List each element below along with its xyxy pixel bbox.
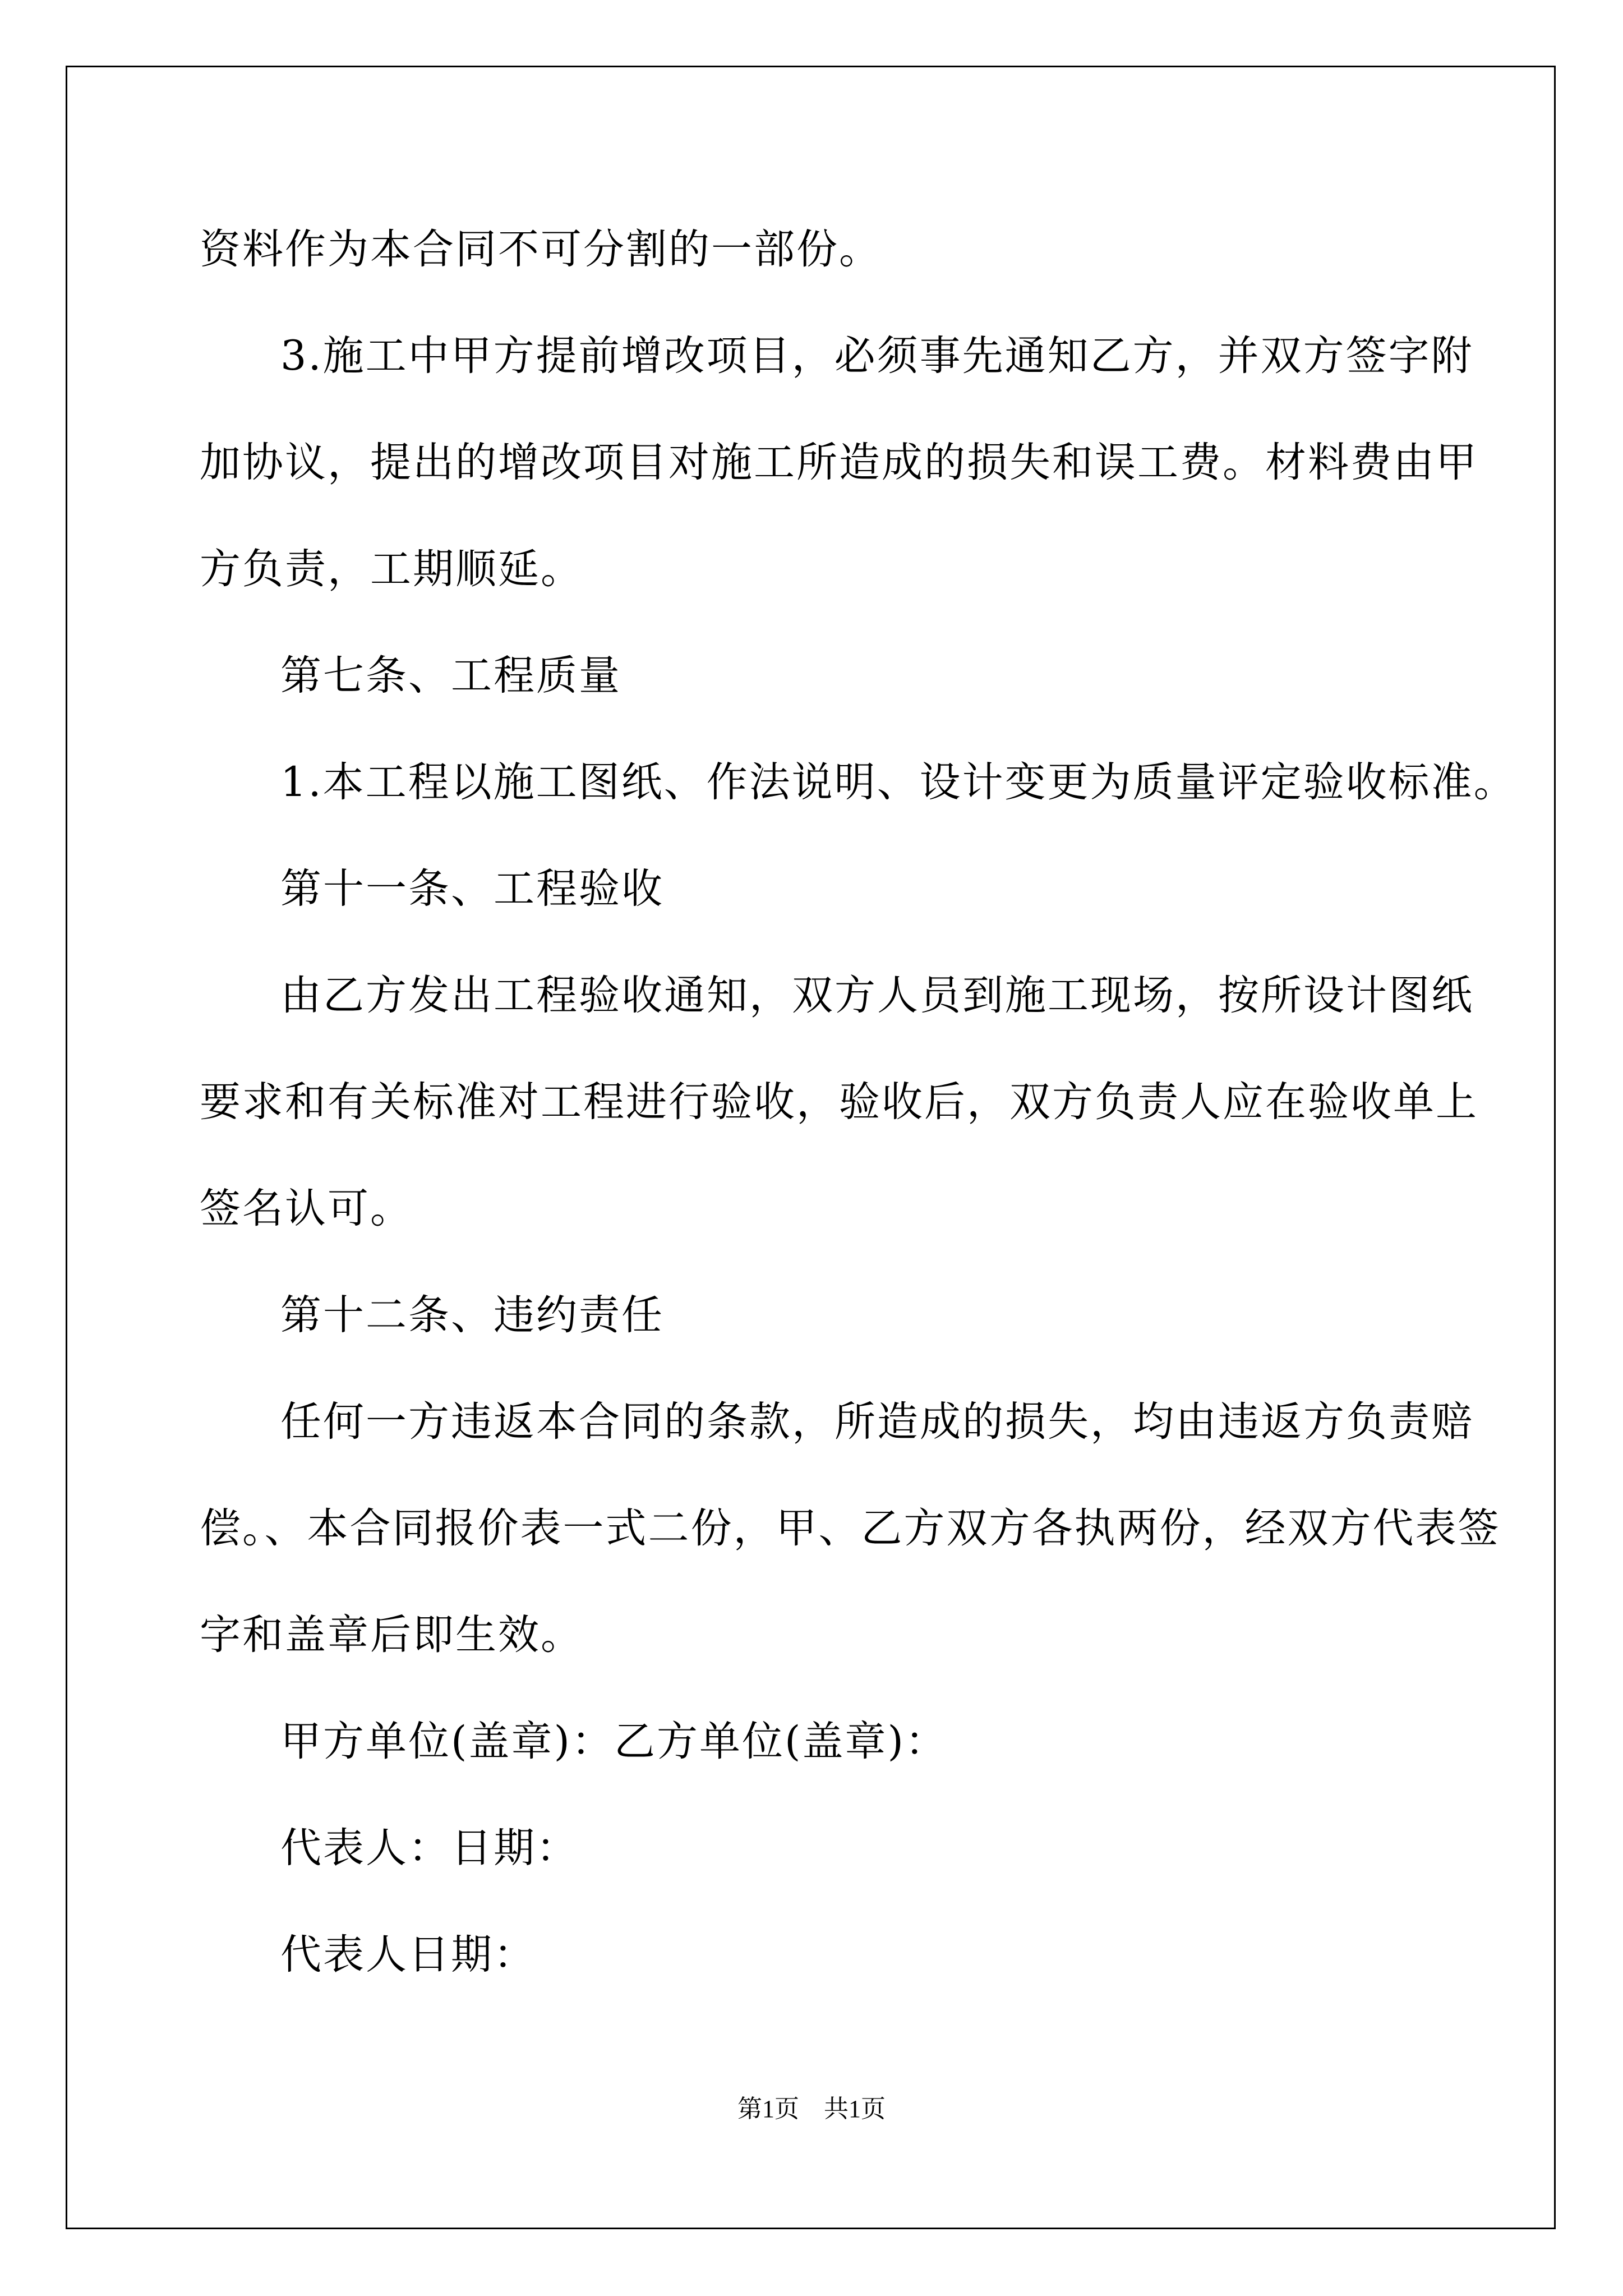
text-line: 由乙方发出工程验收通知，双方人员到施工现场，按所设计图纸 (280, 972, 1474, 1019)
text-line: 字和盖章后即生效。 (200, 1611, 583, 1659)
text-line: 要求和有关标准对工程进行验收，验收后，双方负责人应在验收单上 (200, 1078, 1478, 1126)
page-footer: 第1页 共1页 (737, 2095, 886, 2123)
text-line: 3.施工中甲方提前增改项目，必须事先通知乙方，并双方签字附 (280, 332, 1474, 380)
signature-line: 甲方单位(盖章)：乙方单位(盖章)： (280, 1718, 948, 1765)
signature-line: 代表人日期： (280, 1931, 536, 1978)
text-line: 方负责，工期顺延。 (200, 545, 583, 593)
text-line: 偿。、本合同报价表一式二份，甲、乙方双方各执两份，经双方代表签 (200, 1504, 1501, 1552)
signature-line: 代表人：日期： (280, 1824, 579, 1872)
section-heading: 第十二条、违约责任 (280, 1291, 664, 1339)
text-line: 加协议，提出的增改项目对施工所造成的损失和误工费。材料费由甲 (200, 439, 1478, 486)
text-line: 任何一方违返本合同的条款，所造成的损失，均由违返方负责赔 (280, 1398, 1474, 1446)
text-line: 资料作为本合同不可分割的一部份。 (200, 226, 882, 273)
text-line: 签名认可。 (200, 1185, 413, 1232)
section-heading: 第十一条、工程验收 (280, 865, 664, 913)
text-line: 1.本工程以施工图纸、作法说明、设计变更为质量评定验收标准。 (280, 758, 1516, 806)
section-heading: 第七条、工程质量 (280, 652, 621, 700)
